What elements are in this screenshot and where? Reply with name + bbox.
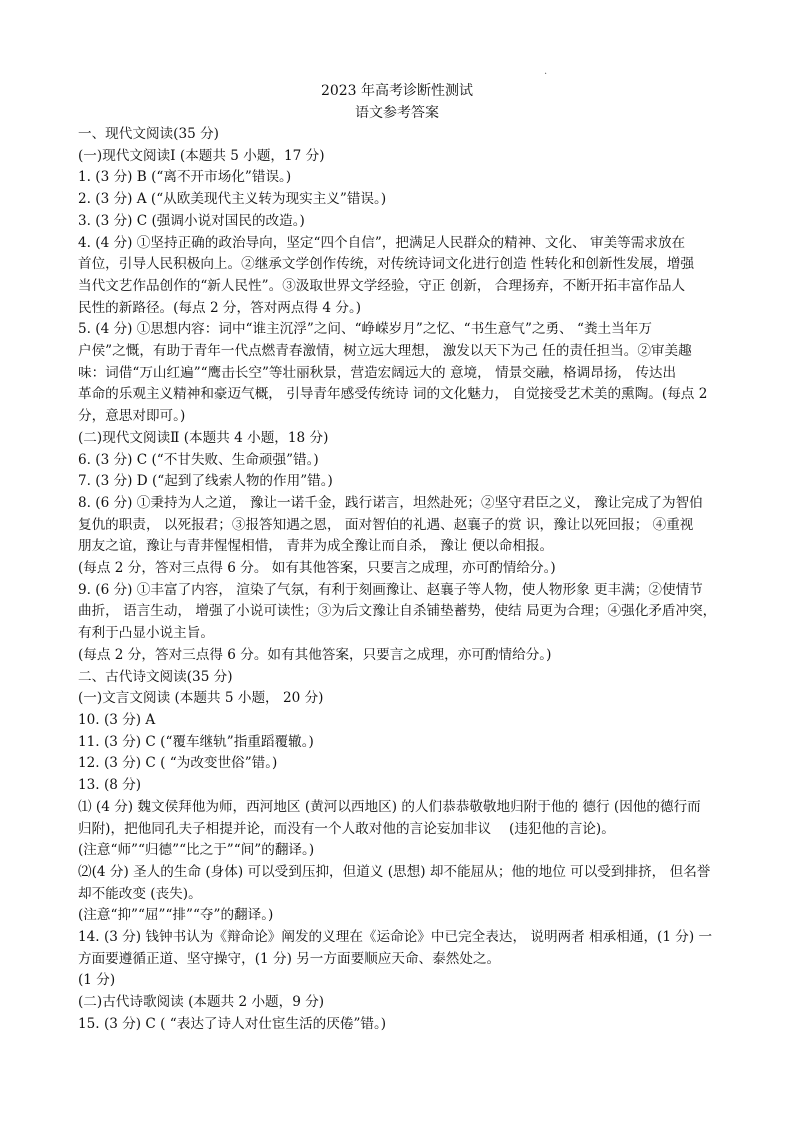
text-line: 归附)，把他同孔夫子相提并论，而没有一个人敢对他的言论妄加非议 (违犯他的言论)。 <box>78 820 615 837</box>
text-line: (每点 2 分，答对三点得 6 分。 如有其他答案，只要言之成理，亦可酌情给分。) <box>78 560 556 577</box>
text-line: 7. (3 分) D (“起到了线索人物的作用”错。) <box>78 473 333 490</box>
text-line: 1. (3 分) B (“离不开市场化”错误。) <box>78 169 292 186</box>
text-line: (1 分) <box>78 972 116 989</box>
text-line: ⑵(4 分) 圣人的生命 (身体) 可以受到压抑，但道义 (思想) 却不能屈从；他的地位 可以受到排挤， 但名誉 <box>78 863 711 880</box>
text-line: 9. (6 分) ①丰富了内容， 渲染了气氛，有利于刻画豫让、赵襄子等人物，使人物形象 更丰满；②使情节 <box>78 581 703 598</box>
text-line: 15. (3 分) C ( “表达了诗人对仕宦生活的厌倦”错。) <box>78 1015 387 1032</box>
stray-dot: . <box>544 66 548 77</box>
text-line: (注意“抑”“屈”“排”“夺”的翻译。) <box>78 907 274 924</box>
text-line: 14. (3 分) 钱钟书认为《辩命论》阐发的义理在《运命论》中已完全表达， 说明两者 相承相通，(1 分) 一 <box>78 929 713 946</box>
answer-content <box>78 124 722 1036</box>
text-line: 一、现代文阅读(35 分) <box>78 126 219 142</box>
text-line: 13. (8 分) <box>78 777 142 794</box>
text-line: 有利于凸显小说主旨。 <box>78 625 214 642</box>
text-line: ⑴ (4 分) 魏文侯拜他为师，西河地区 (黄河以西地区) 的人们恭恭敬敬地归附于他的 德行 (因他的德行而 <box>78 798 701 815</box>
text-line: 5. (4 分) ①思想内容：词中“谁主沉浮”之问、“峥嵘岁月”之忆、“书生意气”之勇、 “粪土当年万 <box>78 321 652 338</box>
text-line: 10. (3 分) A <box>78 711 156 728</box>
text-line: (二)古代诗歌阅读 (本题共 2 小题，9 分) <box>78 994 325 1011</box>
text-line: 2. (3 分) A (“从欧美现代主义转为现实主义”错误。) <box>78 191 387 208</box>
text-line: 却不能改变 (丧失)。 <box>78 885 202 902</box>
text-line: (一)现代文阅读Ⅰ (本题共 5 小题，17 分) <box>78 147 325 164</box>
text-line: 革命的乐观主义精神和豪迈气概， 引导青年感受传统诗 词的文化魅力， 自觉接受艺术美的熏陶。(每点 2 <box>78 386 708 403</box>
text-line: 当代文艺作品创作的“新人民性”。③汲取世界文学经验，守正 创新， 合理扬弃，不断开拓丰富作品人 <box>78 277 686 294</box>
text-line: 首位，引导人民积极向上。②继承文学创作传统，对传统诗词文化进行创造 性转化和创新性发展，增强 <box>78 256 695 273</box>
text-line: 分，意思对即可。) <box>78 408 186 425</box>
text-line: 4. (4 分) ①坚持正确的政治导向，坚定“四个自信”，把满足人民群众的精神、文化、 审美等需求放在 <box>78 234 686 251</box>
text-line: 民性的新路径。(每点 2 分，答对两点得 4 分。) <box>78 299 362 316</box>
text-line: 二、古代诗文阅读(35 分) <box>78 668 233 685</box>
text-line: 户侯”之慨，有助于青年一代点燃青春激情，树立远大理想， 激发以天下为己 任的责任担当。②审美趣 <box>78 343 692 360</box>
text-line: 6. (3 分) C (“不甘失败、生命顽强”错。) <box>78 451 319 468</box>
page-title: 2023 年高考诊断性测试 <box>320 83 474 99</box>
text-line: (二)现代文阅读Ⅱ (本题共 4 小题，18 分) <box>78 429 329 446</box>
text-line: 朋友之谊，豫让与青荓惺惺相惜， 青荓为成全豫让而自杀， 豫让 便以命相报。 <box>78 538 554 555</box>
text-line: (每点 2 分，答对三点得 6 分。如有其他答案，只要言之成理，亦可酌情给分。) <box>78 646 552 663</box>
text-line: 复仇的职责， 以死报君；③报答知遇之恩， 面对智伯的礼遇、赵襄子的赏 识，豫让以死回报； ④重视 <box>78 516 694 533</box>
text-line: (一)文言文阅读 (本题共 5 小题， 20 分) <box>78 690 324 707</box>
text-line: 味：词借“万山红遍”“鹰击长空”等壮丽秋景，营造宏阔远大的 意境， 情景交融，格调昂扬， 传达出 <box>78 364 677 381</box>
text-line: 方面要遵循正道、坚守操守，(1 分) 另一方面要顺应天命、泰然处之。 <box>78 950 501 967</box>
text-line: 曲折， 语言生动， 增强了小说可读性；③为后文豫让自杀铺垫蓄势，使结 局更为合理；④强化矛盾冲突， <box>78 603 717 620</box>
text-line: 8. (6 分) ①秉持为人之道， 豫让一诺千金，践行诺言，坦然赴死；②坚守君臣之义， 豫让完成了为智伯 <box>78 494 703 511</box>
text-line: 3. (3 分) C (强调小说对国民的改造。) <box>78 212 305 229</box>
text-line: 11. (3 分) C (“覆车继轨”指重蹈覆辙。) <box>78 733 314 750</box>
page-subtitle: 语文参考答案 <box>355 105 439 121</box>
text-line: (注意“师”“归德”“比之于”“间”的翻译。) <box>78 842 315 859</box>
text-line: 12. (3 分) C ( “为改变世俗”错。) <box>78 755 278 772</box>
